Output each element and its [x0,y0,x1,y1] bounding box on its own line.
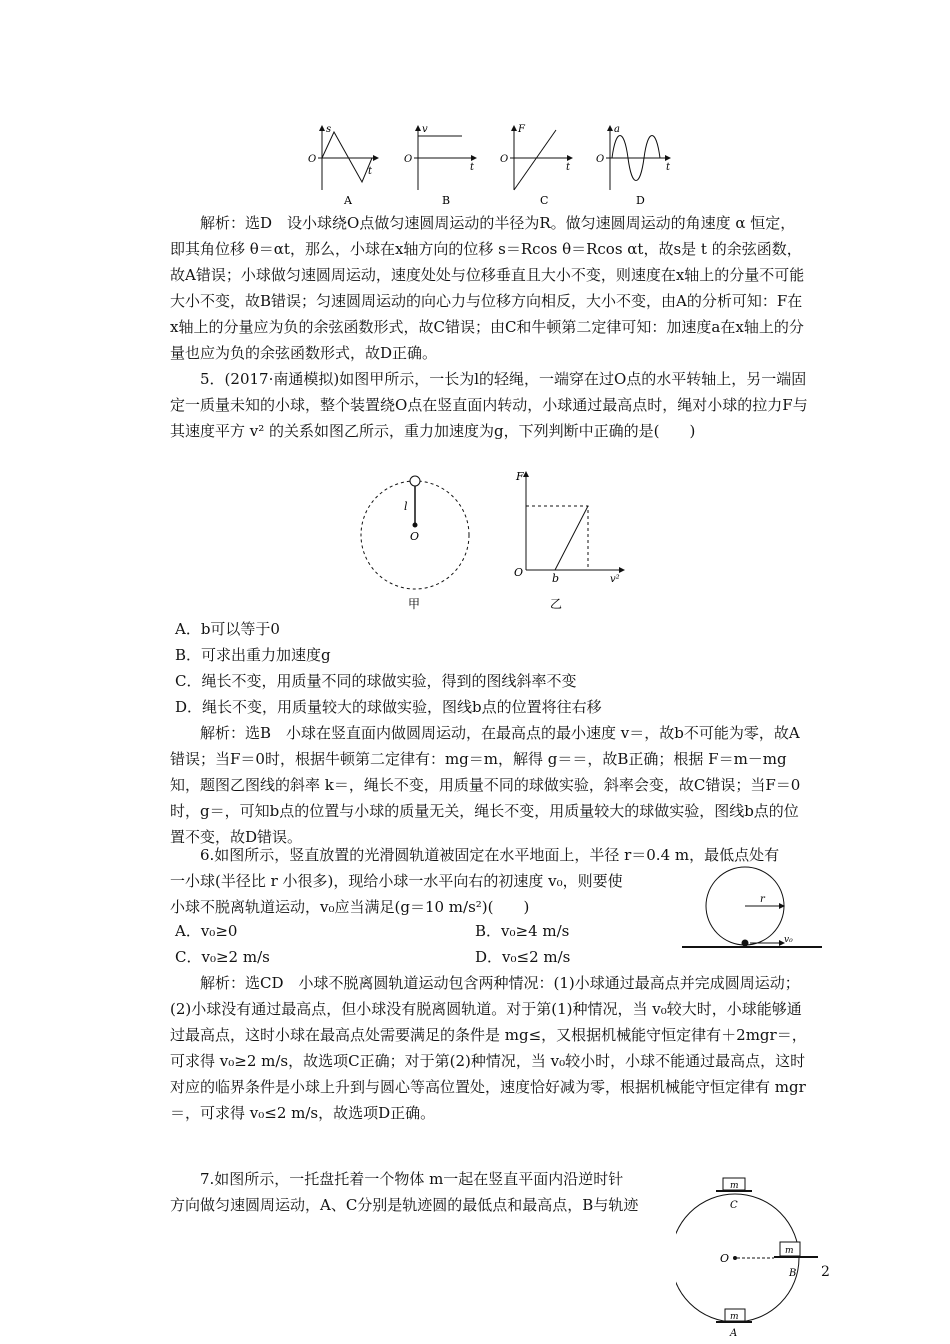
graph-a-axis-label: s [326,124,332,135]
graph-a-t: t [368,166,373,177]
q5-figure-yi [510,468,630,614]
q7-b-label: B [789,1268,797,1279]
yi-b-label: b [552,572,560,585]
graph-d-origin: O [596,154,605,165]
yi-caption: 乙 [550,597,563,611]
yi-f-label: F [516,470,524,483]
q7-line1: 7.如图所示，一托盘托着一个物体 m一起在竖直平面内沿逆时针 [200,1170,624,1188]
q7-m-top: m [730,1181,739,1191]
graph-c-t: t [566,162,571,173]
yi-o-label: O [514,566,524,579]
graph-a-caption: A [344,194,352,207]
q7-o-label: O [720,1252,730,1265]
graph-d-axis-label: a [614,124,620,135]
q7-m-right: m [785,1246,794,1256]
graph-c-axis-label: F [518,124,525,135]
q6-line3: 小球不脱离轨道运动，v₀应当满足(g＝10 m/s²)( ) [170,898,530,916]
q6-option-c: C．v₀≥2 m/s [175,948,270,966]
q7-figure [676,1172,826,1342]
jia-o-label: O [410,530,420,543]
graph-b-origin: O [404,154,413,165]
graph-b-axis-label: v [422,124,428,135]
graph-d-caption: D [636,194,645,207]
q6-option-b: B．v₀≥4 m/s [475,922,570,940]
q7-m-bottom: m [730,1312,739,1322]
graph-a-origin: O [308,154,317,165]
graph-b-t: t [470,162,475,173]
page-number: 2 [821,1264,830,1280]
q6-option-d: D．v₀≤2 m/s [475,948,571,966]
graph-c-origin: O [500,154,509,165]
q6-figure [680,866,825,956]
q6-v0-label: v₀ [784,935,793,945]
q6-option-a: A．v₀≥0 [175,922,238,940]
q7-a-label: A [730,1328,738,1339]
jia-caption: 甲 [408,597,421,611]
motion-graphs-figure [300,118,680,210]
q7-line2: 方向做匀速圆周运动，A、C分别是轨迹圆的最低点和最高点，B与轨迹 [170,1196,639,1214]
yi-v2-label: v² [610,574,620,585]
q7-c-label: C [730,1200,738,1211]
graph-c [500,124,572,207]
graph-b-caption: B [442,194,451,207]
q5-figure-jia [356,468,476,614]
graph-a [308,124,378,207]
q5-option-a: A．b可以等于0 [175,620,280,638]
q5-option-c: C．绳长不变，用质量不同的球做实验，得到的图线斜率不变 [175,672,577,690]
q6-line2: 一小球(半径比 r 小很多)，现给小球一水平向右的初速度 v₀，则要使 [170,872,623,890]
graph-d [596,124,671,207]
q6-solution: 解析：选CD 小球不脱离圆轨道运动包含两种情况：(1)小球通过最高点并完成圆周运动；(2)小球没有通过最高点，但小球没有脱离圆轨道。对于第(1)种情况，当 v₀较大时，小球能够通过最高点，这时小球在最高点处需要满足的条件是 mg≤，又根据机械能守恒定律有＋2mgr＝，可求得 v₀≥2 m/s，故选项C正确；对于第(2)种情况，当 v₀较小时，小球不能通过最高点，这时对应的临界条件是小球上升到与圆心等高位置处，速度恰好减为零，根据机械能守恒定律有 mgr＝，可求得 v₀≤2 m/s，故选项D正确。 [170,974,807,1122]
jia-l-label: l [404,500,408,513]
q6-r-label: r [760,894,765,905]
q6-line1: 6.如图所示，竖直放置的光滑圆轨道被固定在水平地面上，半径 r＝0.4 m，最低点处有 [200,846,780,864]
graph-c-caption: C [540,194,549,207]
q5-solution: 解析：选B 小球在竖直面内做圆周运动，在最高点的最小速度 v＝，故b不可能为零，故A错误；当F＝0时，根据牛顿第二定律有：mg＝m，解得 g＝＝，故B正确；根据 F＝m－mg 知，题图乙图线的斜率 k＝，绳长不变，用质量不同的球做实验，斜率会变，故C错误；当F＝0时，g＝，可知b点的位置与小球的质量无关，绳长不变，用质量较大的球做实验，图线b点的位置不变，故D错误。 [170,724,801,846]
q5-option-d: D．绳长不变，用质量较大的球做实验，图线b点的位置将往右移 [175,698,602,716]
q5-option-b: B．可求出重力加速度g [175,646,331,664]
q4-solution: 解析：选D 设小球绕O点做匀速圆周运动的半径为R。做匀速圆周运动的角速度 α 恒定，即其角位移 θ＝αt，那么，小球在x轴方向的位移 s＝Rcos θ＝Rcos αt，故s是 t 的余弦函数，故A错误；小球做匀速圆周运动，速度处处与位移垂直且大小不变，则速度在x轴上的分量不可能大小不变，故B错误；匀速圆周运动的向心力与位移方向相反，大小不变，由A的分析可知：F在x轴上的分量应为负的余弦函数形式，故C错误；由C和牛顿第二定律可知：加速度a在x轴上的分量也应为负的余弦函数形式，故D正确。 [170,214,805,362]
q5-stem: 5．(2017·南通模拟)如图甲所示，一长为l的轻绳，一端穿在过O点的水平转轴上，另一端固定一质量未知的小球，整个装置绕O点在竖直面内转动，小球通过最高点时，绳对小球的拉力F与其速度平方 v² 的关系如图乙所示，重力加速度为g，下列判断中正确的是( ) [170,370,808,440]
graph-d-t: t [666,162,671,173]
graph-b [404,124,476,207]
